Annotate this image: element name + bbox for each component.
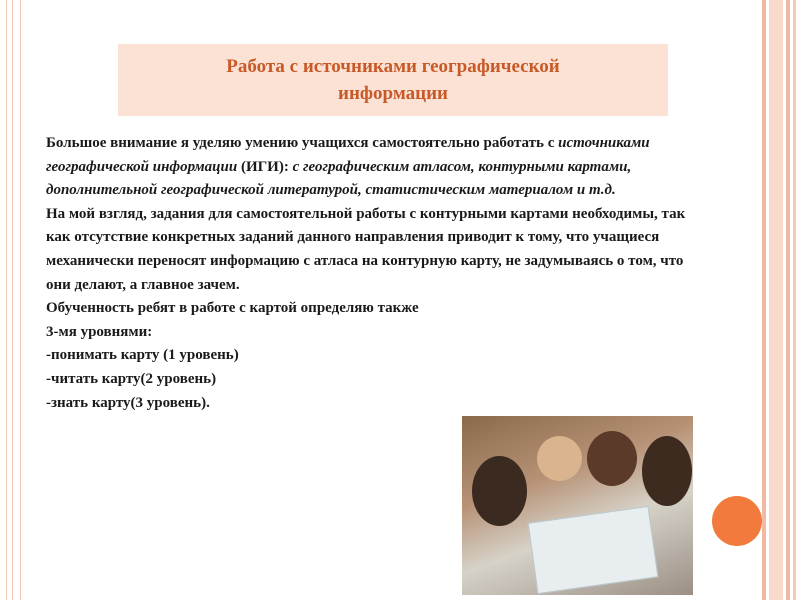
right-decor-stripe <box>762 0 766 600</box>
left-decor-line <box>12 0 13 600</box>
decor-circle <box>712 496 762 546</box>
text-run: Обученность ребят в работе с картой определяю также <box>46 300 419 317</box>
student-figure <box>537 436 582 481</box>
body-text <box>46 132 710 415</box>
student-figure <box>587 431 637 486</box>
italic-text-run: источниками географической информации <box>46 135 650 175</box>
body-paragraph <box>46 203 710 297</box>
title-box <box>118 44 668 116</box>
body-paragraph <box>46 297 710 321</box>
right-decor-stripe <box>769 0 783 600</box>
text-run: 3-мя уровнями: <box>46 323 153 340</box>
map-sheet <box>528 506 659 594</box>
left-decor-line <box>20 0 21 600</box>
text-run: -понимать карту (1 уровень) <box>46 347 239 364</box>
right-decor-stripe <box>786 0 790 600</box>
body-paragraph <box>46 368 710 392</box>
body-paragraph <box>46 321 710 345</box>
text-run: Большое внимание я уделяю умению учащихся самостоятельно работать с <box>46 135 559 151</box>
text-run: -читать карту(2 уровень) <box>46 370 217 387</box>
italic-text-run: с географическим атласом, контурными картами, дополнительной географической литературой, статистическим материалом и т.д. <box>46 158 632 199</box>
body-paragraph <box>46 392 710 416</box>
text-run: На мой взгляд, задания для самостоятельной работы с контурными картами необходимы, так как отсутствие конкретных заданий данного направления приводит к тому, что учащиеся механически переносят информацию с атласа на контурную карту, не задумываясь о том, что они делают, а главное зачем. <box>46 205 686 293</box>
text-run: (ИГИ): <box>237 158 293 175</box>
right-decor-stripe <box>793 0 796 600</box>
classroom-photo <box>462 416 693 595</box>
student-figure <box>642 436 692 506</box>
slide-title: Работа с источниками географической информации <box>226 56 560 104</box>
text-run: -знать карту(3 уровень). <box>46 394 210 411</box>
left-decor-line <box>6 0 7 600</box>
body-paragraph <box>46 344 710 368</box>
body-paragraph <box>46 132 710 203</box>
student-figure <box>472 456 527 526</box>
